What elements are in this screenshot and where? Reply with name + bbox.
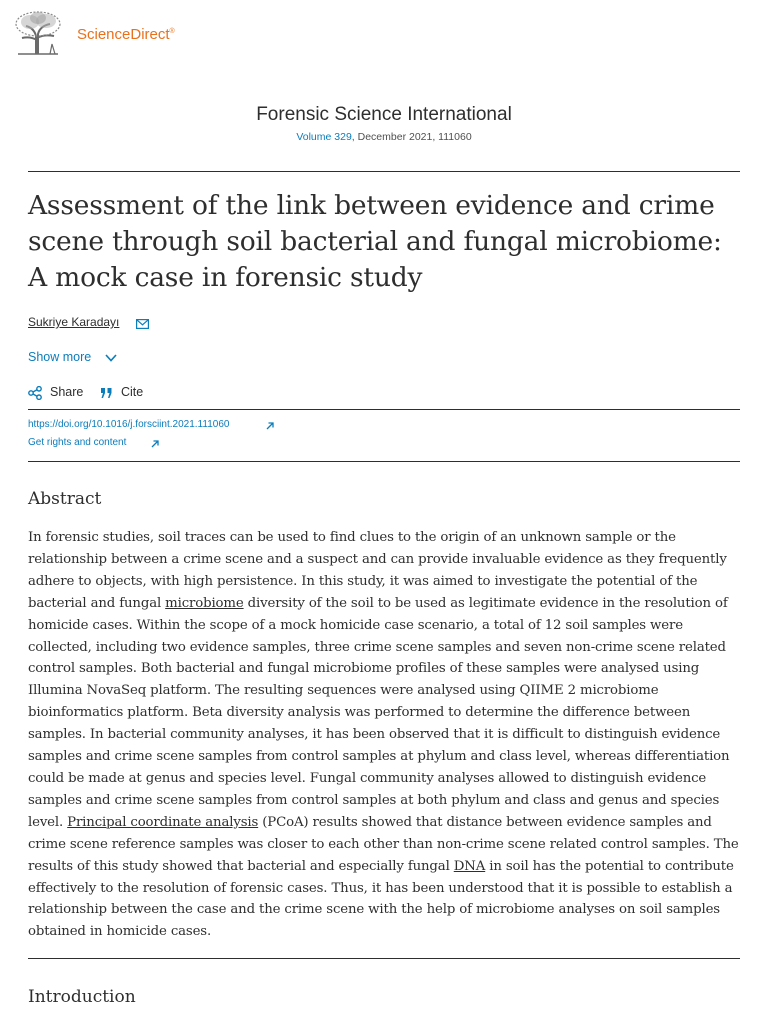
abstract-text-segment: homicide cases. Within the scope of a mock homicide case scenario, a total of 12 soil samples were (28, 617, 683, 633)
keyword-link[interactable]: Principal coordinate analysis (67, 814, 259, 830)
abstract-line (28, 702, 740, 724)
abstract-body (28, 527, 740, 943)
chevron-down-icon[interactable] (104, 352, 118, 364)
divider (28, 171, 740, 172)
abstract-line (28, 834, 740, 856)
abstract-line (28, 680, 740, 702)
divider (28, 409, 740, 410)
introduction-heading: Introduction (28, 987, 136, 1007)
abstract-line (28, 549, 740, 571)
abstract-text-segment: bioinformatics platform. Beta diversity analysis was performed to determine the difference between (28, 705, 691, 721)
abstract-line (28, 593, 740, 615)
keyword-link[interactable]: DNA (453, 858, 486, 874)
abstract-text-segment: in soil has the potential to contribute (485, 858, 734, 874)
envelope-icon[interactable] (136, 319, 149, 329)
abstract-text-segment: samples and crime scene samples from control samples at phylum and class level, whereas differentiation (28, 749, 730, 765)
abstract-text-segment: control samples. Both bacterial and fungal microbiome profiles of these samples were analysed using (28, 661, 700, 677)
divider (28, 958, 740, 959)
abstract-text-segment: obtained in homicide cases. (28, 924, 212, 940)
brand-name: ScienceDirect (77, 26, 170, 43)
abstract-line (28, 615, 740, 637)
abstract-text-segment: level. (28, 814, 68, 830)
abstract-text-segment: samples and crime scene samples from control samples at both phylum and class and genus and species (28, 792, 720, 808)
abstract-text-segment: relationship between the case and the crime scene with the help of microbiome analyses on soil samples (28, 902, 720, 918)
doi-link[interactable]: https://doi.org/10.1016/j.forsciint.2021.111060 (28, 419, 230, 430)
abstract-text-segment: Illumina NovaSeq platform. The resulting sequences were analysed using QIIME 2 microbiome (28, 683, 659, 699)
abstract-line (28, 899, 740, 921)
show-more-button[interactable]: Show more (28, 350, 92, 364)
abstract-text-segment: bacterial and fungal (28, 595, 166, 611)
abstract-line (28, 658, 740, 680)
registered-mark: ® (169, 28, 175, 35)
top-bar (0, 0, 768, 72)
cite-button[interactable]: Cite (121, 385, 144, 399)
rights-link[interactable]: Get rights and content (28, 437, 127, 448)
sciencedirect-logo[interactable] (77, 26, 175, 43)
keyword-link[interactable]: microbiome (165, 595, 244, 611)
elsevier-tree-icon[interactable] (12, 10, 64, 56)
share-button[interactable]: Share (50, 385, 84, 399)
abstract-text-segment: (PCoA) results showed that distance between evidence samples and (258, 814, 712, 830)
abstract-text-segment: crime scene reference samples was closer to each other than non-crime scene related control samples. The (28, 836, 739, 852)
abstract-text-segment: could be made at genus and species level. Fungal community analyses allowed to distinguish evidence (28, 770, 707, 786)
abstract-text-segment: In forensic studies, soil traces can be used to find clues to the origin of an unknown sample or the (28, 530, 676, 545)
abstract-text-segment: adhere to objects, with high persistence. In this study, it was aimed to investigate the potential of the (28, 573, 698, 589)
abstract-line (28, 921, 740, 943)
abstract-line (28, 856, 740, 878)
abstract-line (28, 571, 740, 593)
abstract-text-segment: collected, including two evidence samples, three crime scene samples and seven non-crime scene related (28, 639, 726, 655)
abstract-text-segment: diversity of the soil to be used as legitimate evidence in the resolution of (243, 595, 728, 611)
abstract-line (28, 768, 740, 790)
share-icon[interactable] (28, 386, 42, 400)
abstract-heading: Abstract (28, 489, 102, 509)
abstract-line (28, 637, 740, 659)
divider (28, 461, 740, 462)
abstract-line (28, 790, 740, 812)
external-link-icon[interactable] (265, 421, 275, 431)
abstract-line (28, 878, 740, 900)
abstract-text-segment: samples. In bacterial community analyses, it has been observed that it is difficult to distinguish evidence (28, 727, 721, 743)
volume-date: , December 2021, 111060 (351, 131, 472, 143)
abstract-text-segment: relationship between a crime scene and a suspect and can provide invaluable evidence as they frequently (28, 551, 727, 567)
abstract-text-segment: results of this study showed that bacterial and especially fungal (28, 858, 454, 874)
abstract-line (28, 527, 740, 549)
volume-info (0, 131, 768, 143)
author-link[interactable]: Sukriye Karadayı (28, 315, 120, 329)
journal-title[interactable]: Forensic Science International (256, 104, 512, 125)
external-link-icon[interactable] (150, 439, 160, 449)
abstract-line (28, 812, 740, 834)
abstract-line (28, 746, 740, 768)
abstract-text-segment: effectively to the resolution of forensic cases. Thus, it has been understood that it is possible to establish a (28, 880, 733, 896)
quote-icon[interactable] (100, 387, 113, 399)
article-title: Assessment of the link between evidence and crime scene through soil bacterial and fungal microbiome: A mock case in forensic study (28, 190, 722, 293)
volume-link[interactable]: Volume 329 (296, 131, 352, 143)
abstract-line (28, 724, 740, 746)
